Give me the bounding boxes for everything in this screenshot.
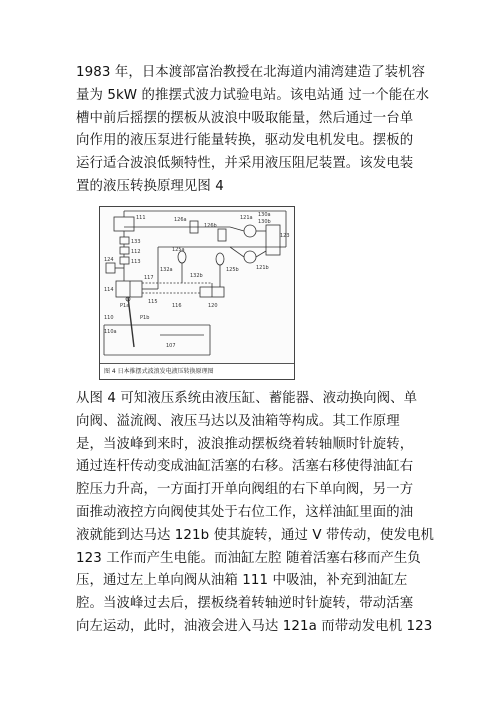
figure-caption: 图 4 日本推摆式波浪发电液压转换原理图 — [100, 363, 294, 379]
label-132b: 132b — [190, 273, 203, 279]
text-line: 是，当波峰到来时，波浪推动摆板绕着转轴顺时针旋转， — [76, 436, 414, 452]
text-line: 运行适合波浪低频特性，并采用液压阻尼装置。该发电装 — [76, 156, 414, 172]
label-123: 123 — [280, 233, 290, 239]
label-114: 114 — [104, 287, 114, 293]
label-113: 113 — [131, 259, 141, 265]
accumulator-125b-symbol — [216, 253, 224, 265]
text-line: 通过连杆传动变成油缸活塞的右移。活塞右移使得油缸右 — [76, 459, 414, 475]
label-126b: 126b — [204, 223, 217, 229]
text-line: 置的液压转换原理见图 4 — [76, 178, 224, 194]
text-line: 1983 年，日本渡部富治教授在北海道内浦湾建造了装机容 — [76, 65, 426, 80]
label-p1a: P1a — [120, 303, 130, 309]
label-130a: 130a — [258, 212, 271, 218]
hydraulic-schematic-drawing — [100, 207, 294, 379]
label-110a: 110a — [104, 329, 117, 335]
text-line: 液就能到达马达 121b 使其旋转，通过 V 带传动，使发电机 — [76, 527, 434, 543]
label-132a: 132a — [160, 267, 173, 273]
label-124: 124 — [104, 257, 114, 263]
label-111: 111 — [136, 215, 146, 221]
text-line: 压，通过左上单向阀从油箱 111 中吸油，补充到油缸左 — [76, 573, 408, 589]
label-125b: 125b — [226, 267, 239, 273]
explanation-paragraph — [76, 388, 432, 639]
hydraulic-cylinder-symbol — [116, 281, 142, 297]
text-line: 从图 4 可知液压系统由液压缸、蓄能器、液动换向阀、单 — [76, 391, 418, 406]
hydraulic-schematic-figure — [99, 206, 295, 380]
label-112: 112 — [131, 249, 141, 255]
label-130b: 130b — [258, 219, 271, 225]
text-line: 向阀、溢流阀、液压马达以及油箱等构成。其工作原理 — [76, 413, 400, 429]
label-125a: 125a — [172, 247, 185, 253]
hydraulic-motor-121b-symbol — [244, 251, 256, 263]
text-line: 腔。当波峰过去后，摆板绕着转轴逆时针旋转，带动活塞 — [76, 596, 414, 612]
text-line: 腔压力升高，一方面打开单向阀组的右下单向阀，另一方 — [76, 482, 414, 498]
label-121b: 121b — [256, 265, 269, 271]
label-110: 110 — [104, 315, 114, 321]
label-115: 115 — [148, 299, 158, 305]
text-line: 面推动液控方向阀使其处于右位工作，这样油缸里面的油 — [76, 504, 414, 520]
label-117: 117 — [144, 275, 154, 281]
oil-tank-symbol — [114, 217, 134, 231]
label-120: 120 — [208, 303, 218, 309]
label-133: 133 — [131, 239, 141, 245]
intro-paragraph — [76, 62, 432, 199]
text-line: 向作用的液压泵进行能量转换，驱动发电机发电。摆板的 — [76, 133, 414, 149]
label-116: 116 — [172, 303, 182, 309]
hydraulic-motor-121a-symbol — [244, 225, 256, 237]
generator-symbol — [266, 225, 280, 255]
text-line: 123 工作而产生电能。而油缸左腔 随着活塞右移而产生负 — [76, 550, 421, 566]
label-107: 107 — [166, 343, 176, 349]
text-line: 量为 5kW 的推摆式波力试验电站。该电站通 过一个能在水 — [76, 87, 430, 103]
text-line: 向左运动，此时，油液会进入马达 121a 而带动发电机 123 — [76, 618, 433, 634]
valve-124-symbol — [106, 263, 115, 273]
label-121a: 121a — [240, 215, 253, 221]
label-p1b: P1b — [140, 315, 150, 321]
label-126a: 126a — [174, 217, 187, 223]
text-line: 槽中前后摇摆的摆板从波浪中吸取能量，然后通过一台单 — [76, 110, 414, 126]
